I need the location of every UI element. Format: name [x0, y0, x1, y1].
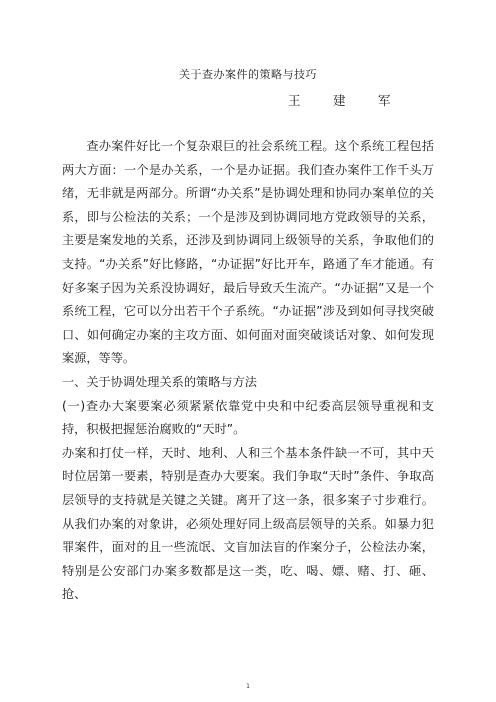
- body-paragraph: 办案和打仗一样，天时、地利、人和三个基本条件缺一不可，其中天时位居第一要素，特别是查办大要案。我们争取“天时”条件、争取高层领导的支持就是关键之关键。离开了这一条，很多案子寸步难行。从我们办案的对象讲，必须处理好同上级高层领导的关系。如暴力犯罪案件，面对的且一些流氓、文盲加法盲的作案分子，公检法办案，特别是公安部门办案多数都是这一类，吃、喝、嫖、赌、打、砸、抢、: [62, 445, 434, 602]
- subsection-heading: (一)查办大案要案必须紧紧依靠党中央和中纪委高层领导重视和支持，积极把握惩治腐败的“天时”。: [62, 398, 434, 437]
- section-heading: 一、关于协调处理关系的策略与方法: [62, 374, 257, 389]
- author-name: 王 建 军: [288, 93, 401, 108]
- page-number: 1: [246, 683, 250, 690]
- document-body: [62, 135, 434, 607]
- intro-paragraph: 查办案件好比一个复杂艰巨的社会系统工程。这个系统工程包括两大方面：一个是办关系，一个是办证据。我们查办案件工作千头万绪，无非就是两部分。所谓“办关系”是协调处理和协同办案单位的关系，即与公检法的关系；一个是涉及到协调同地方党政领导的关系，主要是案发地的关系，还涉及到协调同上级领导的关系，争取他们的支持。“办关系”好比修路，“办证据”好比开车，路通了车才能通。有好多案子因为关系没协调好，最后导致夭生流产。“办证据”又是一个系统工程，它可以分出若干个子系统。“办证据”涉及到如何寻找突破口、如何确定办案的主攻方面、如何面对面突破谈话对象、如何发现案源，等等。: [62, 139, 434, 366]
- document-title: 关于查办案件的策略与技巧: [179, 68, 317, 81]
